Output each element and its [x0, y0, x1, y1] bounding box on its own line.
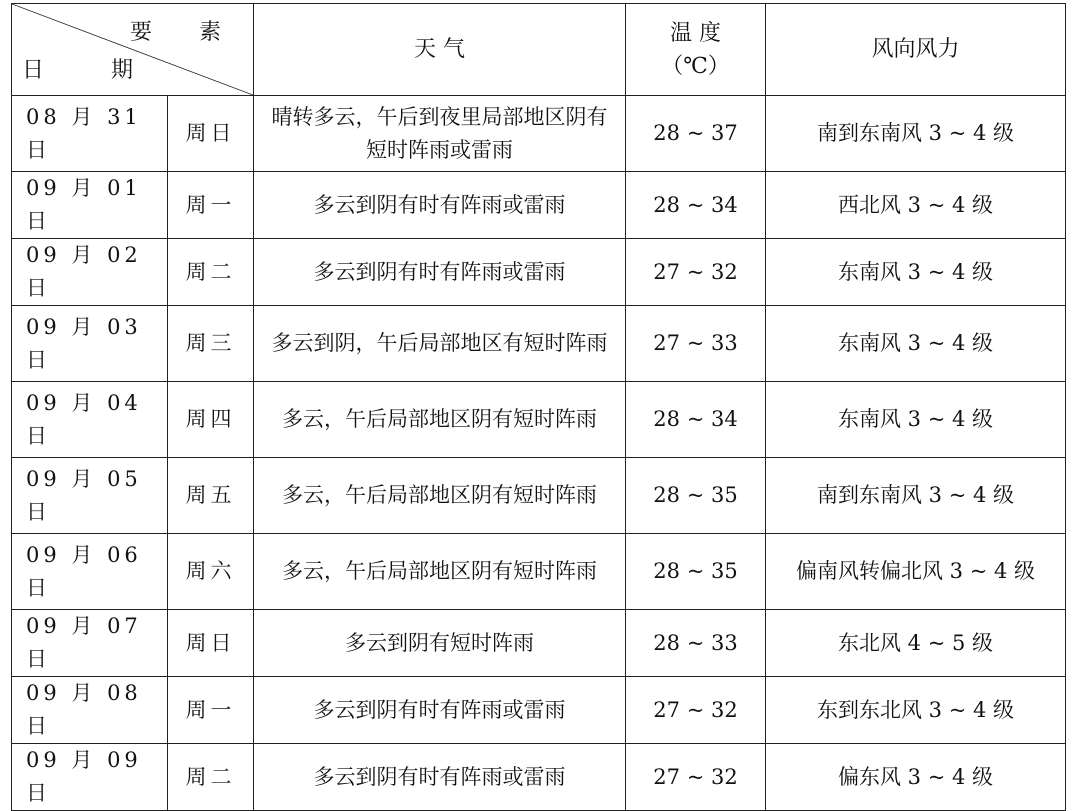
weather-cell: 多云，午后局部地区阴有短时阵雨 — [254, 534, 626, 610]
date-cell: 09 月 08 日 — [12, 677, 168, 744]
temperature-unit: （℃） — [661, 53, 730, 79]
date-cell: 09 月 09 日 — [12, 744, 168, 811]
wind-cell: 东到东北风 3 ~ 4 级 — [766, 677, 1066, 744]
weather-cell: 多云到阴有短时阵雨 — [254, 610, 626, 677]
wind-header: 风向风力 — [766, 4, 1066, 96]
wind-cell: 南到东南风 3 ~ 4 级 — [766, 96, 1066, 172]
weather-cell: 多云到阴有时有阵雨或雷雨 — [254, 744, 626, 811]
table-row — [12, 382, 1066, 458]
date-cell: 09 月 02 日 — [12, 239, 168, 306]
wind-cell: 东南风 3 ~ 4 级 — [766, 306, 1066, 382]
table-row — [12, 239, 1066, 306]
date-cell: 09 月 01 日 — [12, 172, 168, 239]
temperature-cell: 27 ~ 33 — [626, 306, 766, 382]
weekday-cell: 周日 — [168, 96, 254, 172]
temperature-label: 温 度 — [670, 20, 721, 46]
wind-cell: 东北风 4 ~ 5 级 — [766, 610, 1066, 677]
date-cell: 09 月 05 日 — [12, 458, 168, 534]
temperature-cell: 27 ~ 32 — [626, 677, 766, 744]
weekday-cell: 周二 — [168, 744, 254, 811]
weather-cell: 多云到阴有时有阵雨或雷雨 — [254, 239, 626, 306]
weather-cell: 多云，午后局部地区阴有短时阵雨 — [254, 458, 626, 534]
weekday-cell: 周一 — [168, 172, 254, 239]
weekday-cell: 周六 — [168, 534, 254, 610]
date-cell: 09 月 07 日 — [12, 610, 168, 677]
temperature-cell: 27 ~ 32 — [626, 744, 766, 811]
temperature-cell: 28 ~ 34 — [626, 382, 766, 458]
temperature-cell: 28 ~ 37 — [626, 96, 766, 172]
weekday-cell: 周二 — [168, 239, 254, 306]
temperature-cell: 28 ~ 34 — [626, 172, 766, 239]
temperature-cell: 28 ~ 35 — [626, 534, 766, 610]
table-row — [12, 677, 1066, 744]
table-row — [12, 610, 1066, 677]
temperature-header — [626, 4, 766, 96]
table-body — [12, 96, 1066, 811]
wind-cell: 南到东南风 3 ~ 4 级 — [766, 458, 1066, 534]
header-row — [12, 4, 1066, 96]
forecast-table — [11, 3, 1066, 811]
weekday-cell: 周三 — [168, 306, 254, 382]
wind-cell: 偏东风 3 ~ 4 级 — [766, 744, 1066, 811]
temperature-cell: 27 ~ 32 — [626, 239, 766, 306]
diagonal-header-cell — [12, 4, 254, 96]
weekday-cell: 周四 — [168, 382, 254, 458]
weekday-cell: 周五 — [168, 458, 254, 534]
table-row — [12, 458, 1066, 534]
table-row — [12, 172, 1066, 239]
temperature-cell: 28 ~ 33 — [626, 610, 766, 677]
weather-cell: 多云到阴，午后局部地区有短时阵雨 — [254, 306, 626, 382]
weather-header: 天 气 — [254, 4, 626, 96]
wind-cell: 西北风 3 ~ 4 级 — [766, 172, 1066, 239]
weather-cell: 多云，午后局部地区阴有短时阵雨 — [254, 382, 626, 458]
weekday-cell: 周日 — [168, 610, 254, 677]
weather-cell: 多云到阴有时有阵雨或雷雨 — [254, 677, 626, 744]
date-cell: 09 月 04 日 — [12, 382, 168, 458]
date-label: 日 期 — [22, 58, 163, 83]
temperature-cell: 28 ~ 35 — [626, 458, 766, 534]
table-row — [12, 96, 1066, 172]
table-row — [12, 744, 1066, 811]
weather-cell: 多云到阴有时有阵雨或雷雨 — [254, 172, 626, 239]
wind-cell: 东南风 3 ~ 4 级 — [766, 239, 1066, 306]
weekday-cell: 周一 — [168, 677, 254, 744]
table-row — [12, 534, 1066, 610]
elements-label: 要 素 — [130, 20, 241, 45]
table-row — [12, 306, 1066, 382]
wind-cell: 偏南风转偏北风 3 ~ 4 级 — [766, 534, 1066, 610]
wind-cell: 东南风 3 ~ 4 级 — [766, 382, 1066, 458]
weather-cell: 晴转多云，午后到夜里局部地区阴有短时阵雨或雷雨 — [254, 96, 626, 172]
date-cell: 09 月 06 日 — [12, 534, 168, 610]
date-cell: 08 月 31 日 — [12, 96, 168, 172]
date-cell: 09 月 03 日 — [12, 306, 168, 382]
